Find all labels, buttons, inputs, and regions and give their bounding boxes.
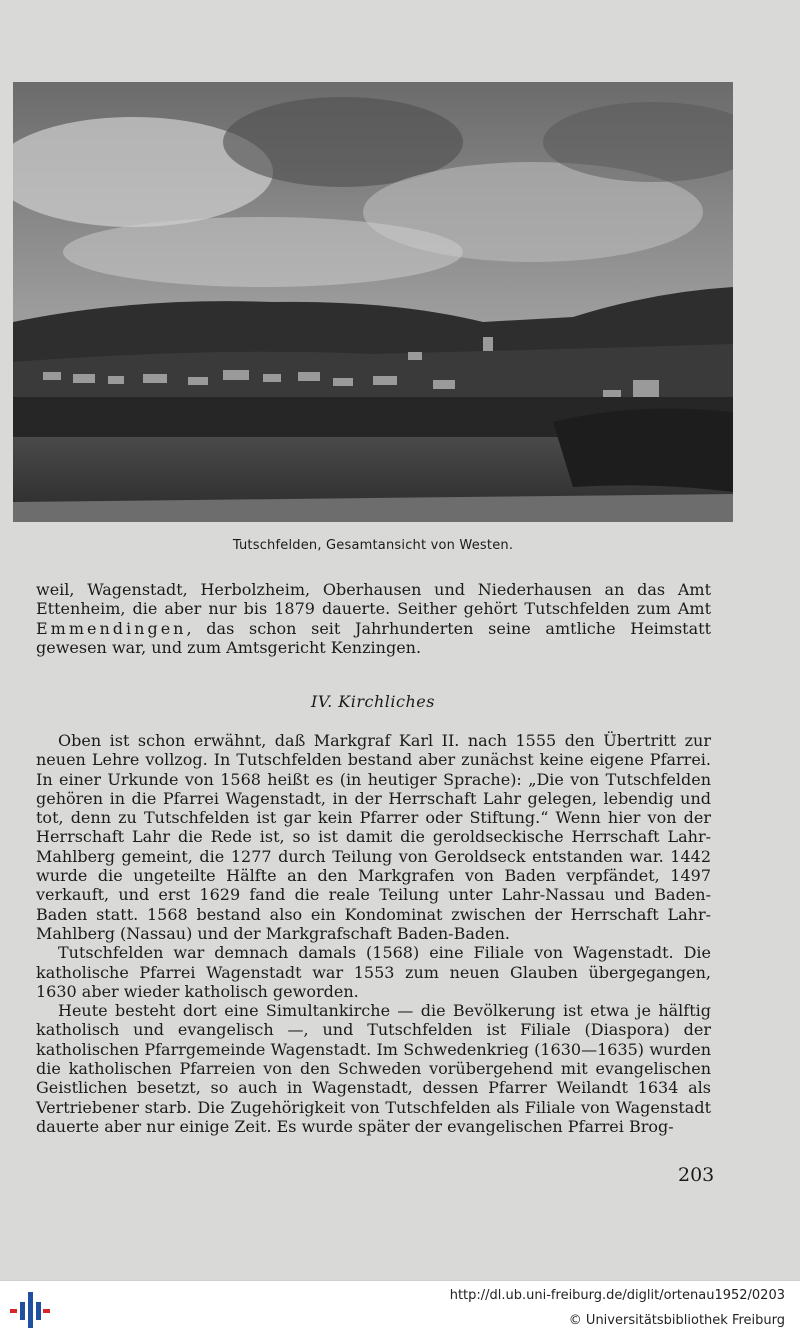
village-panorama-image (13, 82, 733, 522)
photo-caption: Tutschfelden, Gesamtansicht von Westen. (232, 538, 514, 553)
paragraph: Tutschfelden war demnach damals (1568) eine Filiale von Wagenstadt. Die katholische Pfarrei Wagenstadt war 1553 zum neuen Glauben übergegangen, 1630 aber wieder katholisch geworden. (36, 943, 711, 1001)
copyright-text: © Universitätsbibliothek Freiburg (568, 1313, 785, 1328)
paragraph: Heute besteht dort eine Simultankirche — die Bevölkerung ist etwa je hälftig katholisch und evangelisch —, und Tutschfelden ist Filiale (Diaspora) der katholischen Pfarrgemeinde Wagenstadt. Im Schwedenkrieg (1630—1635) wurden die katholischen Pfarreien von den Schweden vorübergehend mit evangelischen Geistlichen besetzt, so auch in Wagenstadt, dessen Pfarrer Weilandt 1634 als Vertriebener starb. Die Zugehörigkeit von Tutschfelden als Filiale von Wagenstadt dauerte aber nur einige Zeit. Es wurde später der evangelischen Pfarrei Brog- (36, 1001, 711, 1136)
page-number: 203 (678, 1164, 715, 1186)
source-url-link[interactable]: http://dl.ub.uni-freiburg.de/diglit/ortenau1952/0203 (449, 1288, 785, 1303)
footer-bar (0, 1280, 800, 1337)
library-logo-icon (10, 1290, 50, 1330)
body-text-section (36, 731, 711, 1136)
landscape-photo (13, 82, 733, 522)
paragraph: Oben ist schon erwähnt, daß Markgraf Karl II. nach 1555 den Übertritt zur neuen Lehre vollzog. In Tutschfelden bestand aber zunächst keine eigene Pfarrei. In einer Urkunde von 1568 heißt es (in heutiger Sprache): „Die von Tutschfelden gehören in die Pfarrei Wagenstadt, in der Herrschaft Lahr gelegen, lebendig und tot, denn zu Tutschfelden ist gar kein Pfarrer oder Stiftung.“ Wenn hier von der Herrschaft Lahr die Rede ist, so ist damit die geroldseckische Herrschaft Lahr-Mahlberg gemeint, die 1277 durch Teilung von Geroldseck entstanden war. 1442 wurde die ungeteilte Hälfte an den Markgrafen von Baden verpfändet, 1497 verkauft, und erst 1629 fand die reale Teilung unter Lahr-Nassau und Baden-Baden statt. 1568 bestand also ein Kondominat zwischen der Herrschaft Lahr-Mahlberg (Nassau) und der Markgrafschaft Baden-Baden. (36, 731, 711, 943)
para1-text-before: weil, Wagenstadt, Herbolzheim, Oberhausen und Niederhausen an das Amt Ettenheim, die aber nur bis 1879 dauerte. Seither gehört Tutschfelden zum Amt (36, 580, 711, 619)
body-paragraph-1 (36, 580, 711, 657)
para1-text-after: , das schon seit Jahrhunderten seine amtliche Heimstatt gewesen war, und zum Amtsgericht Kenzingen. (36, 618, 711, 657)
section-heading: IV. Kirchliches (311, 692, 435, 711)
para1-spaced-word: Emmendingen (36, 618, 187, 638)
